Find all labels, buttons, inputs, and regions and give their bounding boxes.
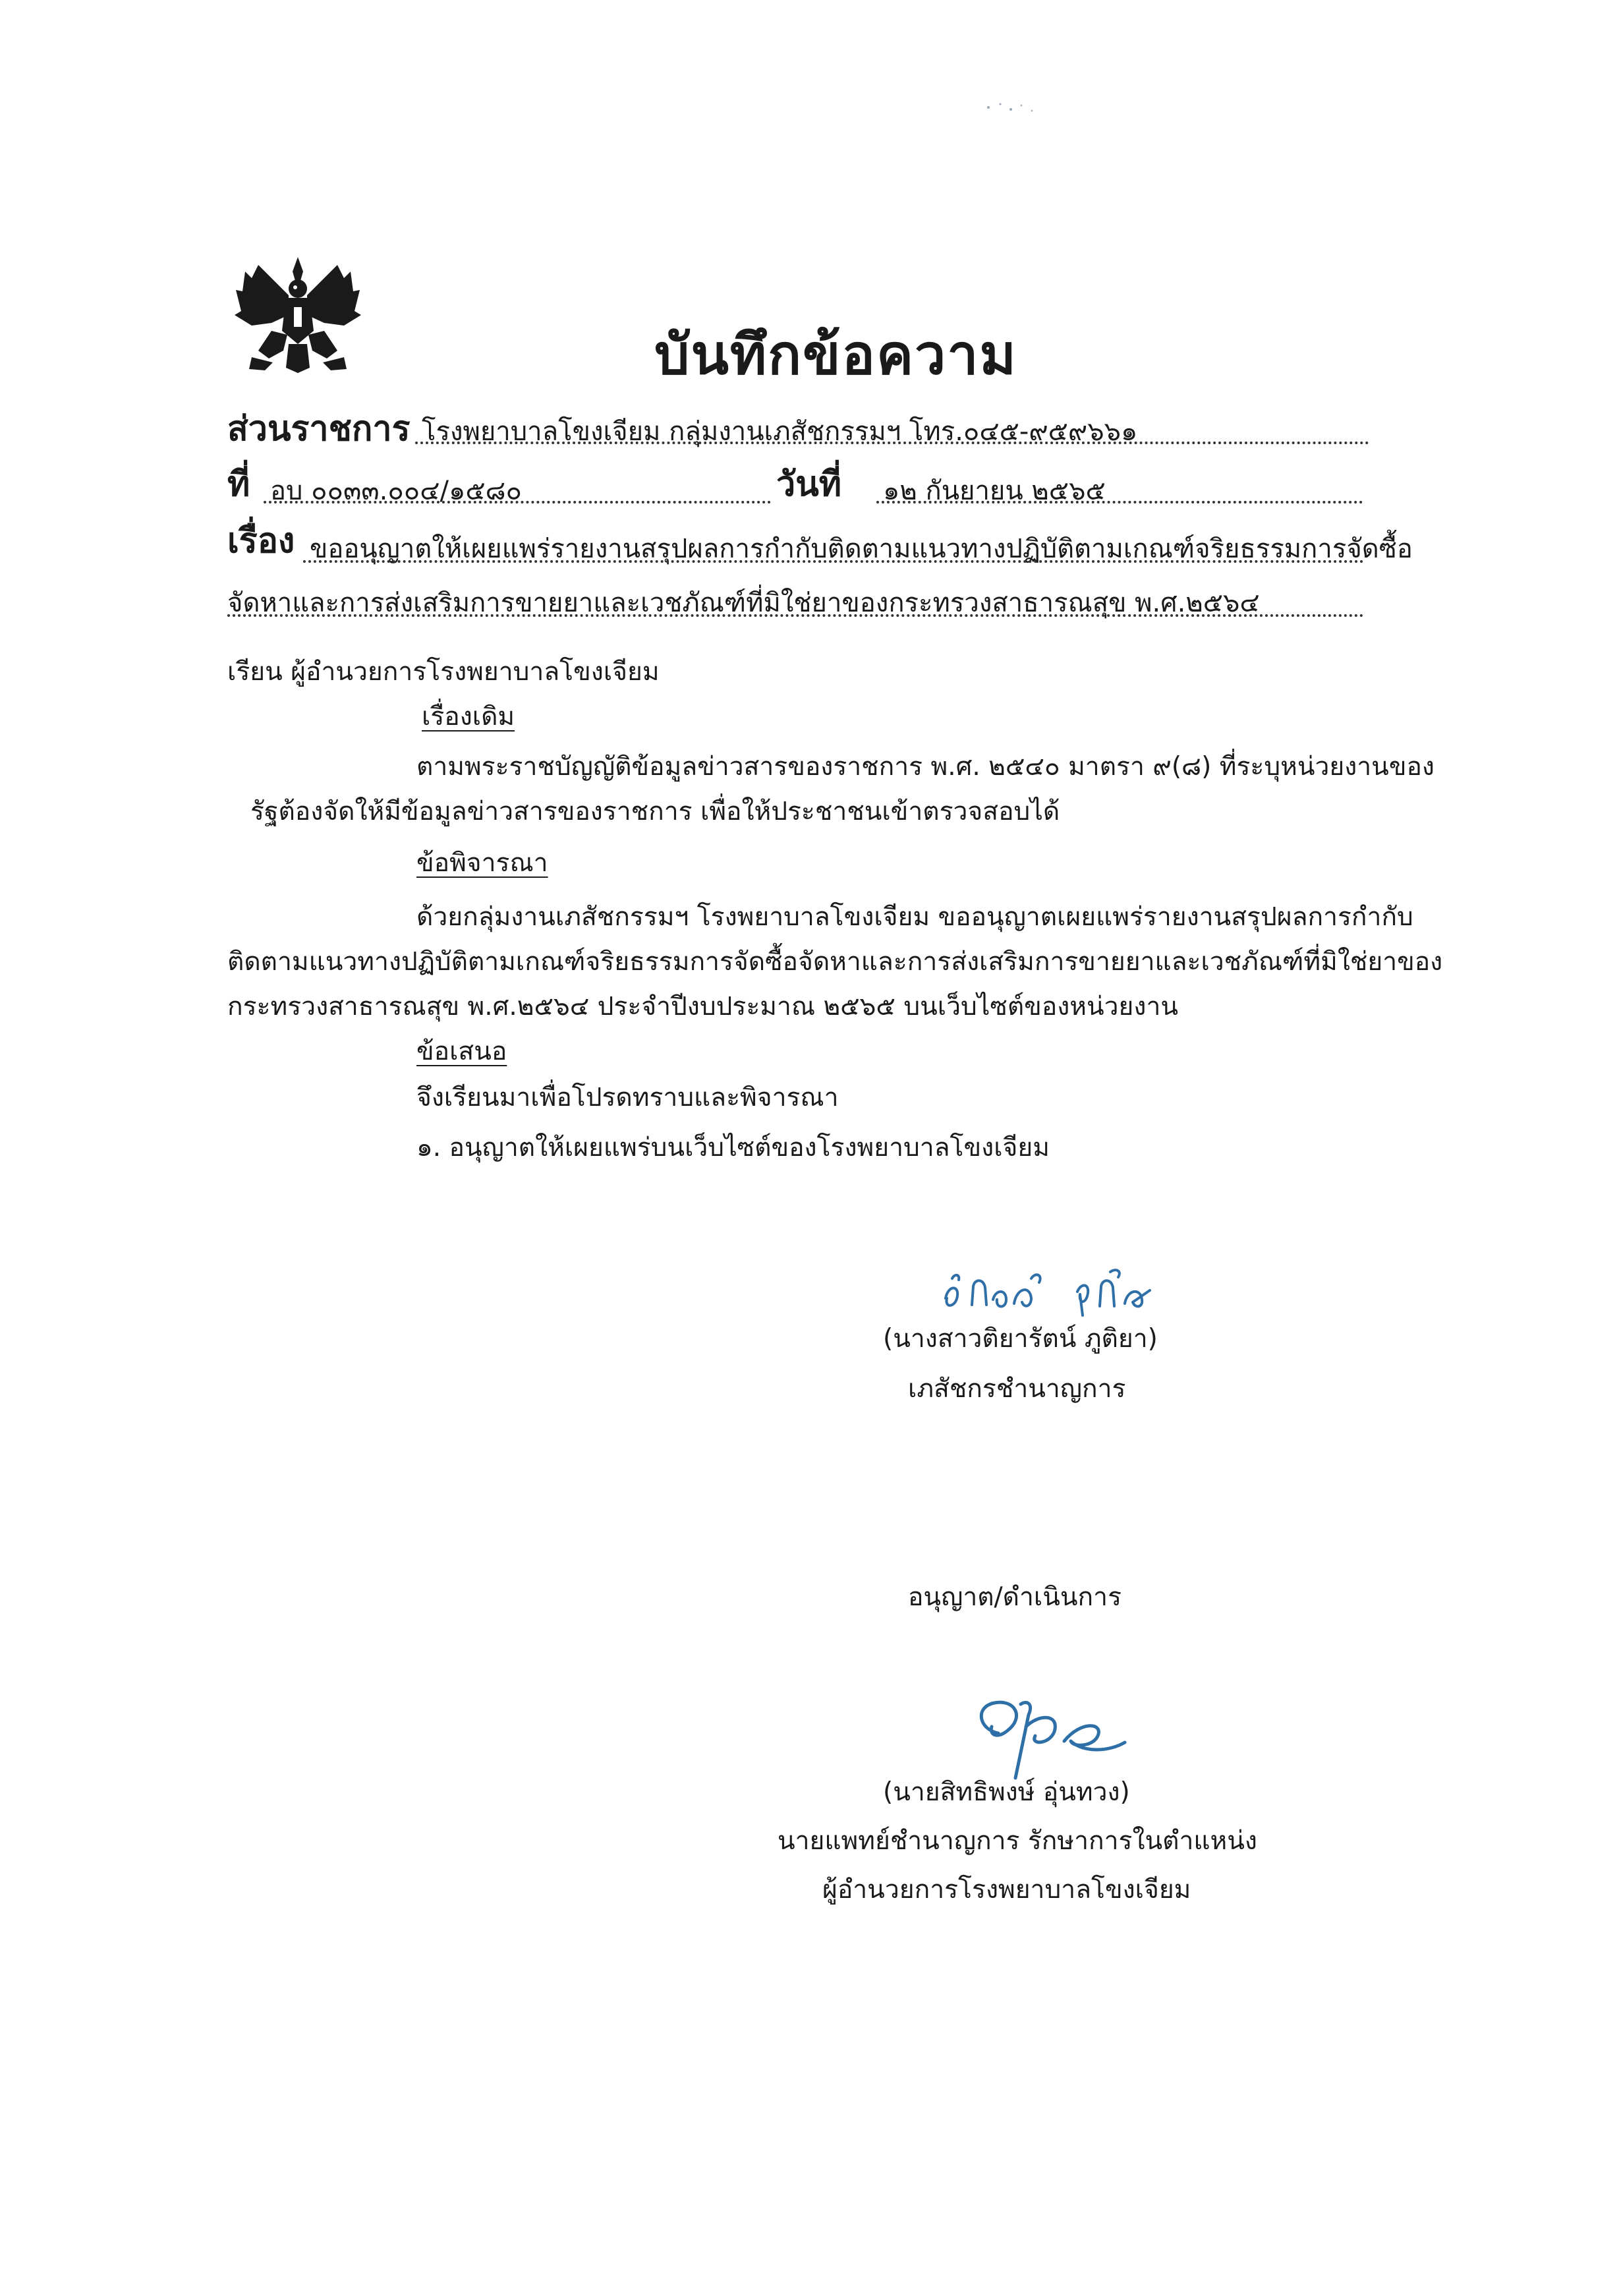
- reference-label: ที่: [227, 465, 250, 504]
- signer-2-position-line-1: นายแพทย์ชำนาญการ รักษาการในตำแหน่ง: [778, 1826, 1257, 1856]
- proposal-heading: ข้อเสนอ: [416, 1037, 507, 1066]
- background-line-1: ตามพระราชบัญญัติข้อมูลข่าวสารของราชการ พ.ศ. ๒๕๔๐ มาตรา ๙(๘) ที่ระบุหน่วยงานของ: [416, 752, 1434, 782]
- consideration-heading: ข้อพิจารณา: [416, 848, 548, 878]
- agency-label: ส่วนราชการ: [227, 409, 411, 449]
- background-line-2: รัฐต้องจัดให้มีข้อมูลข่าวสารของราชการ เพื่อให้ประชาชนเข้าตรวจสอบได้: [250, 797, 1060, 826]
- consideration-line-1: ด้วยกลุ่มงานเภสัชกรรมฯ โรงพยาบาลโขงเจียม ขออนุญาตเผยแพร่รายงานสรุปผลการกำกับ: [416, 902, 1413, 932]
- proposal-line-1: จึงเรียนมาเพื่อโปรดทราบและพิจารณา: [416, 1083, 839, 1112]
- subject-line-1: ขออนุญาตให้เผยแพร่รายงานสรุปผลการกำกับติดตามแนวทางปฏิบัติตามเกณฑ์จริยธรรมการจัดซื้อ: [310, 534, 1413, 564]
- reference-dotted-line: [264, 501, 771, 503]
- subject-label: เรื่อง: [227, 521, 295, 561]
- agency-value: โรงพยาบาลโขงเจียม กลุ่มงานเภสัชกรรมฯ โทร.๐๔๕-๙๕๙๖๖๑: [422, 416, 1138, 447]
- background-heading: เรื่องเดิม: [422, 702, 515, 732]
- signature-2-handwriting: [952, 1680, 1137, 1786]
- date-label: วันที่: [776, 465, 842, 504]
- subject-dotted-line-1: [303, 560, 1364, 563]
- subject-line-2: จัดหาและการส่งเสริมการขายยาและเวชภัณฑ์ที่มิใช่ยาของกระทรวงสาธารณสุข พ.ศ.๒๕๖๔: [227, 588, 1260, 618]
- date-value: ๑๒ กันยายน ๒๕๖๕: [883, 476, 1106, 506]
- proposal-item-1: ๑. อนุญาตให้เผยแพร่บนเว็บไซต์ของโรงพยาบาลโขงเจียม: [416, 1133, 1050, 1162]
- subject-dotted-line-2: [227, 614, 1364, 617]
- consideration-line-3: กระทรวงสาธารณสุข พ.ศ.๒๕๖๔ ประจำปีงบประมาณ ๒๕๖๕ บนเว็บไซต์ของหน่วยงาน: [227, 992, 1178, 1021]
- signer-2-position-line-2: ผู้อำนวยการโรงพยาบาลโขงเจียม: [822, 1875, 1191, 1905]
- signer-1-position: เภสัชกรชำนาญการ: [908, 1374, 1126, 1404]
- signer-2-name: (นายสิทธิพงษ์ อุ่นทวง): [883, 1777, 1130, 1807]
- reference-value: อบ ๐๐๓๓.๐๐๔/๑๕๘๐: [270, 476, 522, 506]
- date-dotted-line: [876, 501, 1363, 503]
- consideration-line-2: ติดตามแนวทางปฏิบัติตามเกณฑ์จริยธรรมการจัดซื้อจัดหาและการส่งเสริมการขายยาและเวชภัณฑ์ที่มิใช่ยาของ: [227, 947, 1443, 977]
- salutation-line: เรียน ผู้อำนวยการโรงพยาบาลโขงเจียม: [227, 657, 660, 687]
- signature-1-handwriting: [932, 1252, 1183, 1325]
- approval-text: อนุญาต/ดำเนินการ: [908, 1582, 1122, 1612]
- scan-speck-decoration: [982, 98, 1041, 117]
- memo-title: บันทึกข้อความ: [654, 322, 1017, 387]
- signer-1-name: (นางสาวติยารัตน์ ภูติยา): [883, 1324, 1158, 1354]
- agency-dotted-line: [415, 442, 1369, 444]
